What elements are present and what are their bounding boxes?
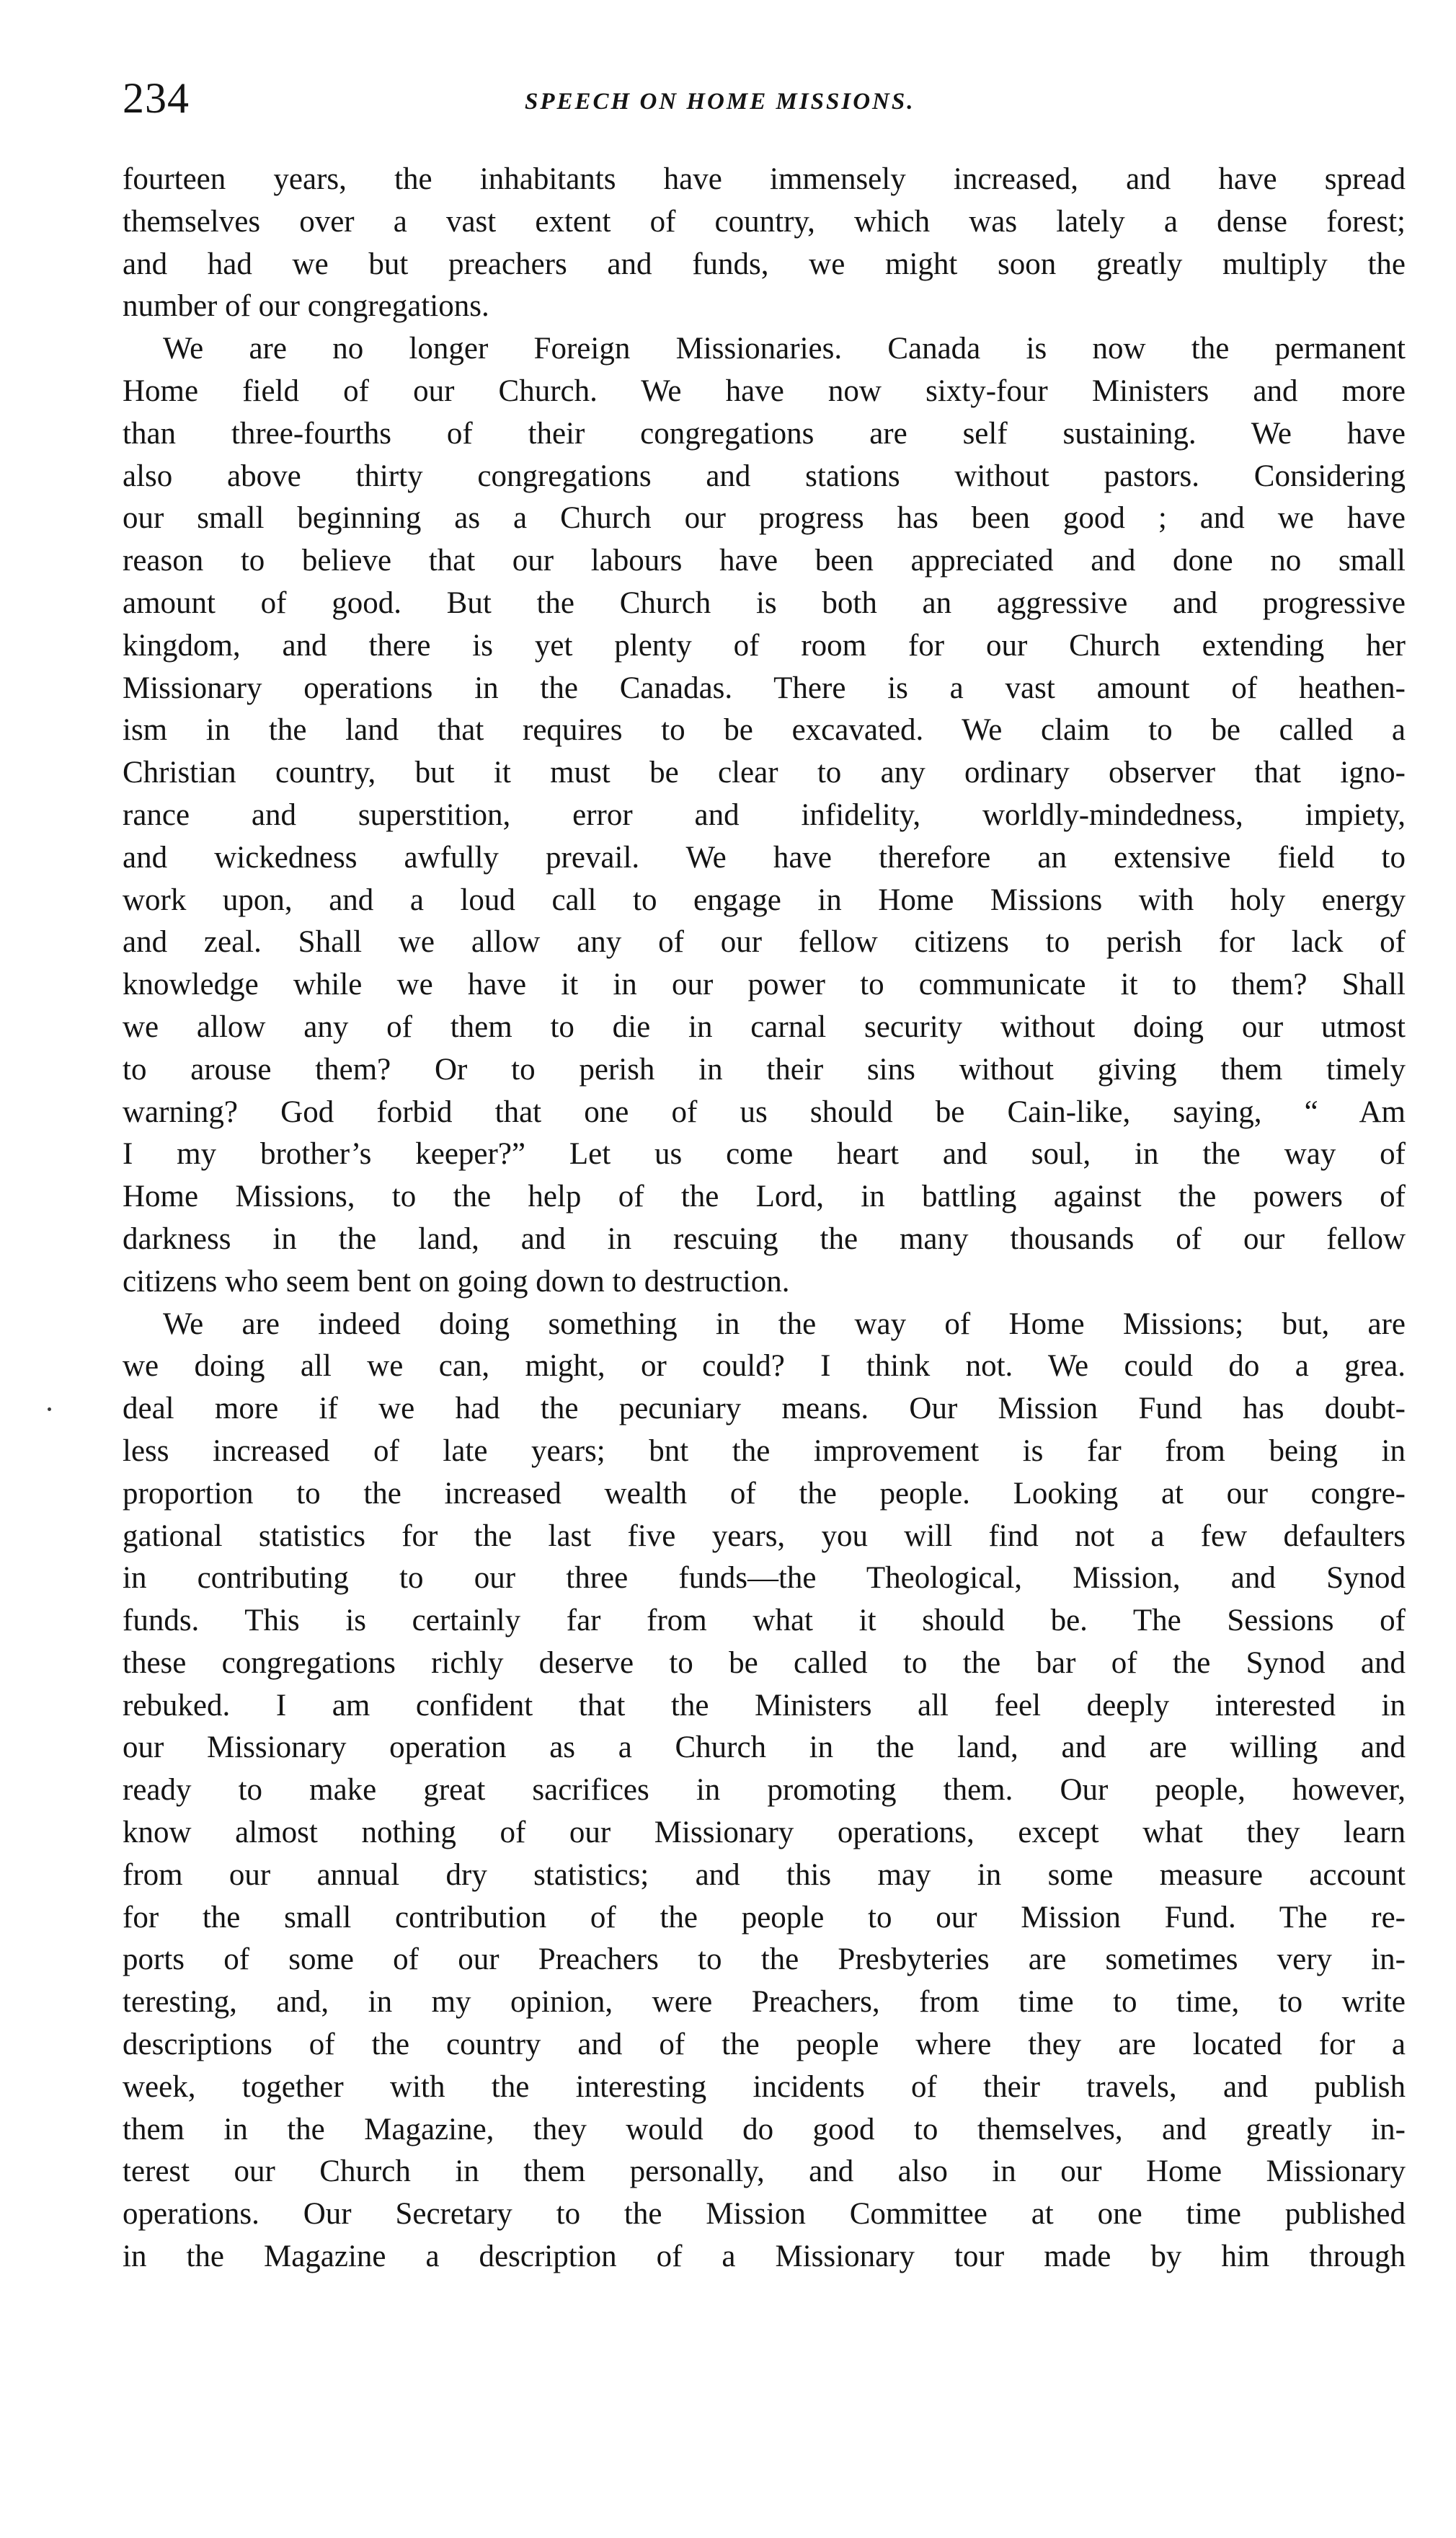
text-line: knowledge while we have it in our power to communicate it to them? Shall: [123, 968, 1406, 1002]
text-line: from our annual dry statistics; and this may in some measure account: [123, 1857, 1406, 1892]
text-line: number of our congregations.: [123, 289, 489, 324]
text-line: week, together with the interesting incidents of their travels, and publish: [123, 2069, 1406, 2104]
text-line: fourteen years, the inhabitants have immensely increased, and have spread: [123, 162, 1406, 196]
text-line: these congregations richly deserve to be called to the bar of the Synod and: [123, 1645, 1406, 1680]
text-line: ready to make great sacrifices in promoting them. Our people, however,: [123, 1773, 1406, 1808]
text-line: amount of good. But the Church is both an aggressive and progressive: [123, 585, 1406, 620]
text-line: rance and superstition, error and infidelity, worldly-mindedness, impiety,: [123, 797, 1406, 832]
text-line: and zeal. Shall we allow any of our fellow citizens to perish for lack of: [123, 925, 1406, 960]
text-line: kingdom, and there is yet plenty of room for our Church extending her: [123, 628, 1406, 663]
running-head: [123, 69, 1406, 127]
text-line: deal more if we had the pecuniary means. Our Mission Fund has doubt-: [123, 1392, 1406, 1426]
text-line: gational statistics for the last five years, you will find not a few defaulters: [123, 1518, 1406, 1553]
text-line: warning? God forbid that one of us should be Cain-like, saying, “ Am: [123, 1095, 1406, 1129]
text-line: ism in the land that requires to be excavated. We claim to be called a: [123, 713, 1406, 748]
text-line: we doing all we can, might, or could? I think not. We could do a grea.: [123, 1349, 1406, 1384]
text-line: darkness in the land, and in rescuing the many thousands of our fellow: [123, 1221, 1406, 1256]
text-line: citizens who seem bent on going down to destruction.: [123, 1264, 790, 1299]
text-line: less increased of late years; bnt the improvement is far from being in: [123, 1433, 1406, 1468]
text-line: Christian country, but it must be clear to any ordinary observer that igno-: [123, 756, 1406, 790]
text-line: ports of some of our Preachers to the Presbyteries are sometimes very in-: [123, 1942, 1406, 1977]
text-line: We are no longer Foreign Missionaries. Canada is now the permanent: [163, 332, 1406, 366]
page-number: 234: [123, 74, 190, 122]
text-line: We are indeed doing something in the way of Home Missions; but, are: [163, 1306, 1406, 1341]
text-line: work upon, and a loud call to engage in Home Missions with holy energy: [123, 883, 1406, 917]
text-line: funds. This is certainly far from what it should be. The Sessions of: [123, 1604, 1406, 1638]
text-line: Home field of our Church. We have now sixty-four Ministers and more: [123, 373, 1406, 408]
text-line: in the Magazine a description of a Missionary tour made by him through: [123, 2239, 1406, 2274]
text-line: to arouse them? Or to perish in their sins without giving them timely: [123, 1052, 1406, 1087]
text-line: descriptions of the country and of the people where they are located for a: [123, 2028, 1406, 2062]
running-title: SPEECH ON HOME MISSIONS.: [525, 89, 915, 115]
text-line: also above thirty congregations and stations without pastors. Considering: [123, 459, 1406, 493]
text-line: we allow any of them to die in carnal security without doing our utmost: [123, 1009, 1406, 1044]
text-line: know almost nothing of our Missionary operations, except what they learn: [123, 1816, 1406, 1850]
text-line: than three-fourths of their congregations are self sustaining. We have: [123, 416, 1406, 451]
text-line: operations. Our Secretary to the Mission Committee at one time published: [123, 2197, 1406, 2232]
body-text: [123, 159, 1406, 2278]
text-line: terest our Church in them personally, and also in our Home Missionary: [123, 2154, 1406, 2189]
text-line: themselves over a vast extent of country, which was lately a dense forest;: [123, 204, 1406, 239]
text-line: teresting, and, in my opinion, were Preachers, from time to time, to write: [123, 1985, 1406, 2020]
text-line: and wickedness awfully prevail. We have therefore an extensive field to: [123, 840, 1406, 875]
margin-speck: [48, 1407, 51, 1411]
text-line: reason to believe that our labours have been appreciated and done no small: [123, 544, 1406, 578]
text-line: rebuked. I am confident that the Ministers all feel deeply interested in: [123, 1688, 1406, 1723]
text-line: for the small contribution of the people to our Mission Fund. The re-: [123, 1900, 1406, 1935]
text-line: Missionary operations in the Canadas. There is a vast amount of heathen-: [123, 671, 1406, 705]
text-line: in contributing to our three funds—the Theological, Mission, and Synod: [123, 1561, 1406, 1596]
text-line: proportion to the increased wealth of the people. Looking at our congre-: [123, 1476, 1406, 1511]
text-line: Home Missions, to the help of the Lord, in battling against the powers of: [123, 1180, 1406, 1214]
text-line: our small beginning as a Church our progress has been good ; and we have: [123, 501, 1406, 536]
text-line: and had we but preachers and funds, we might soon greatly multiply the: [123, 247, 1406, 281]
book-page: [123, 69, 1406, 2278]
text-line: our Missionary operation as a Church in the land, and are willing and: [123, 1730, 1406, 1765]
text-line: I my brother’s keeper?” Let us come heart and soul, in the way of: [123, 1137, 1406, 1172]
text-line: them in the Magazine, they would do good to themselves, and greatly in-: [123, 2112, 1406, 2146]
